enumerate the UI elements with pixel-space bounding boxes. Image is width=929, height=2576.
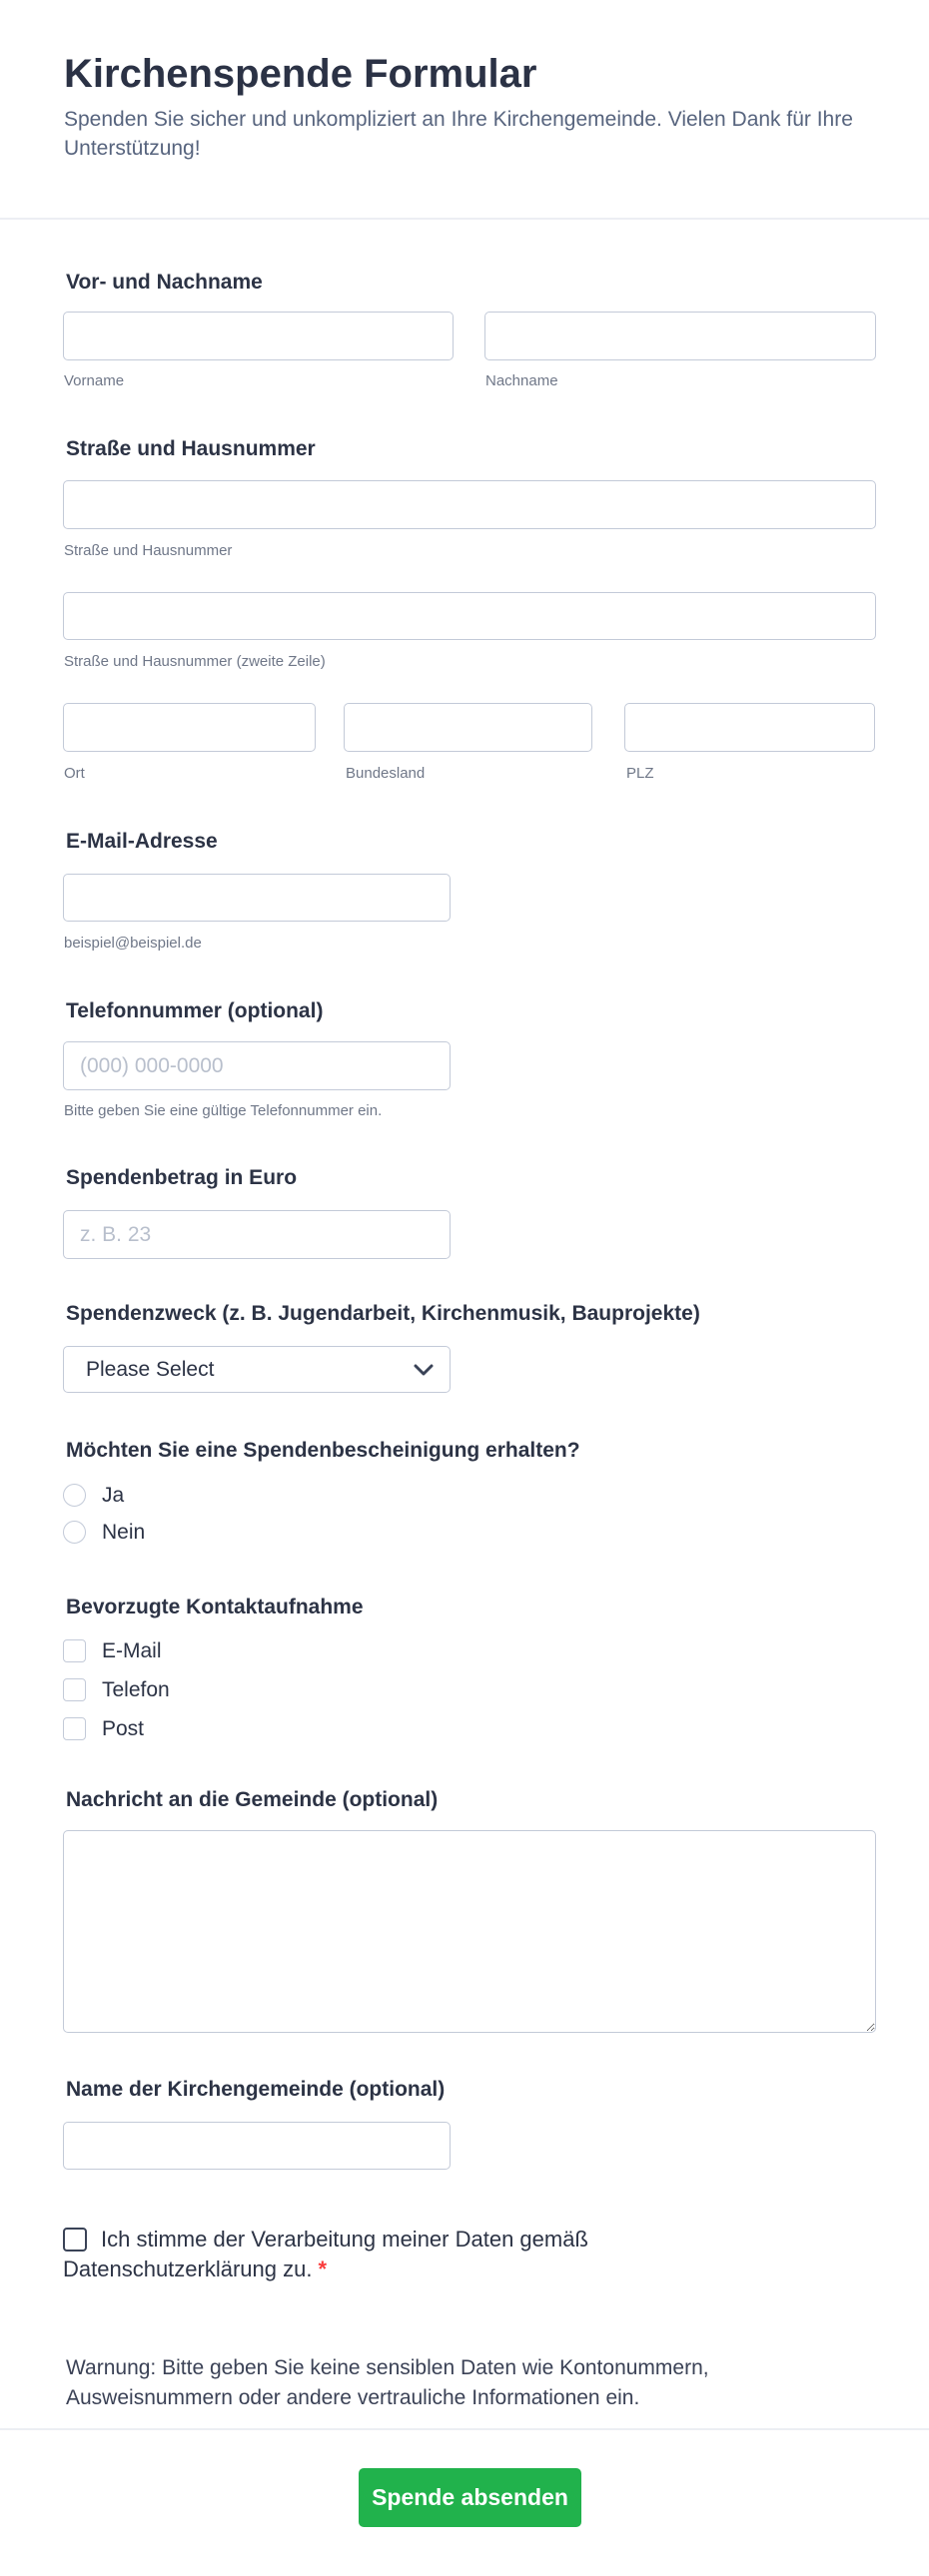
page-subtitle: Spenden Sie sicher und unkompliziert an Ihre Kirchengemeinde. Vielen Dank für Ihre Unterstützung! <box>64 108 853 160</box>
phone-sublabel: Bitte geben Sie eine gültige Telefonnummer ein. <box>64 1102 383 1119</box>
first-name-input[interactable] <box>63 312 454 360</box>
checkbox-telefon[interactable] <box>63 1678 86 1701</box>
purpose-field-label: Spendenzweck (z. B. Jugendarbeit, Kirchenmusik, Bauprojekte) <box>66 1302 700 1325</box>
receipt-field-label: Möchten Sie eine Spendenbescheinigung erhalten? <box>66 1439 580 1462</box>
city-input[interactable] <box>63 703 316 752</box>
consent-checkbox[interactable] <box>63 2228 87 2252</box>
street-line1-input[interactable] <box>63 480 876 529</box>
phone-input[interactable] <box>63 1041 451 1090</box>
last-name-sublabel: Nachname <box>485 372 558 389</box>
radio-ja[interactable] <box>63 1484 86 1507</box>
street-line1-sublabel: Straße und Hausnummer <box>64 542 233 559</box>
consent-text: Ich stimme der Verarbeitung meiner Daten gemäß Datenschutzerklärung zu. <box>63 2227 588 2281</box>
city-sublabel: Ort <box>64 765 85 782</box>
contact-field-label: Bevorzugte Kontaktaufnahme <box>66 1596 364 1618</box>
checkbox-telefon-label: Telefon <box>102 1678 170 1701</box>
submit-button[interactable]: Spende absenden <box>359 2468 581 2527</box>
checkbox-option-email[interactable] <box>63 1639 162 1662</box>
radio-nein-label: Nein <box>102 1521 146 1544</box>
amount-field-label: Spendenbetrag in Euro <box>66 1166 298 1189</box>
name-field-label: Vor- und Nachname <box>66 271 263 294</box>
header-divider <box>0 218 929 220</box>
street-line2-input[interactable] <box>63 592 876 640</box>
checkbox-email-label: E-Mail <box>102 1639 162 1662</box>
parish-field-label: Name der Kirchengemeinde (optional) <box>66 2078 446 2101</box>
phone-field-label: Telefonnummer (optional) <box>66 999 324 1022</box>
email-sublabel: beispiel@beispiel.de <box>64 935 202 952</box>
postal-code-sublabel: PLZ <box>626 765 654 782</box>
street-line2-sublabel: Straße und Hausnummer (zweite Zeile) <box>64 653 326 670</box>
email-field-label: E-Mail-Adresse <box>66 830 218 853</box>
radio-option-ja[interactable] <box>63 1484 124 1507</box>
state-input[interactable] <box>344 703 592 752</box>
message-field-label: Nachricht an die Gemeinde (optional) <box>66 1788 439 1811</box>
footer-divider <box>0 2428 929 2430</box>
postal-code-input[interactable] <box>624 703 875 752</box>
address-field-label: Straße und Hausnummer <box>66 437 316 460</box>
state-sublabel: Bundesland <box>346 765 426 782</box>
amount-input[interactable] <box>63 1210 451 1259</box>
radio-ja-label: Ja <box>102 1484 125 1507</box>
parish-name-input[interactable] <box>63 2122 451 2170</box>
checkbox-option-telefon[interactable] <box>63 1678 170 1701</box>
consent-row[interactable] <box>63 2225 802 2284</box>
warning-text: Warnung: Bitte geben Sie keine sensiblen Daten wie Kontonummern, Ausweisnummern oder andere vertrauliche Informationen ein. <box>66 2356 709 2409</box>
last-name-input[interactable] <box>484 312 876 360</box>
purpose-select-value: Please Select <box>86 1357 215 1381</box>
checkbox-post[interactable] <box>63 1717 86 1740</box>
email-input[interactable] <box>63 874 451 922</box>
chevron-down-icon <box>414 1364 434 1376</box>
radio-option-nein[interactable] <box>63 1521 145 1544</box>
checkbox-post-label: Post <box>102 1717 145 1740</box>
message-textarea[interactable] <box>63 1830 876 2033</box>
page-title: Kirchenspende Formular <box>64 52 537 96</box>
radio-nein[interactable] <box>63 1521 86 1544</box>
checkbox-option-post[interactable] <box>63 1717 144 1740</box>
checkbox-email[interactable] <box>63 1639 86 1662</box>
purpose-select[interactable] <box>63 1346 451 1393</box>
required-asterisk: * <box>318 2256 328 2281</box>
first-name-sublabel: Vorname <box>64 372 125 389</box>
